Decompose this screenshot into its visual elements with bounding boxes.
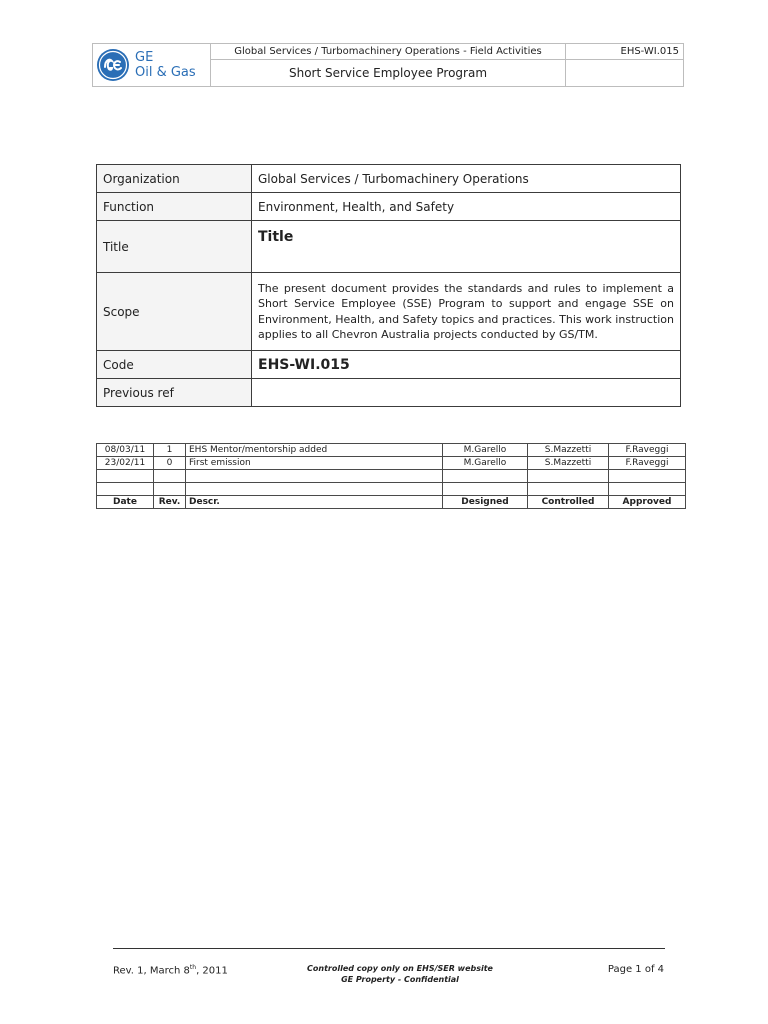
empty-cell <box>443 483 528 496</box>
empty-cell <box>186 483 443 496</box>
empty-cell <box>609 483 686 496</box>
header-approved: Approved <box>609 496 686 509</box>
rev-controlled: S.Mazzetti <box>528 444 609 457</box>
info-label: Previous ref <box>97 379 252 407</box>
revision-table <box>96 443 686 509</box>
empty-cell <box>443 470 528 483</box>
empty-cell <box>186 470 443 483</box>
logo-cell <box>93 44 211 87</box>
info-label: Scope <box>97 273 252 351</box>
rev-number: 1 <box>154 444 186 457</box>
rev-date: 08/03/11 <box>97 444 154 457</box>
table-header-row <box>97 496 686 509</box>
document-header <box>92 43 684 87</box>
rev-controlled: S.Mazzetti <box>528 457 609 470</box>
info-label: Code <box>97 351 252 379</box>
header-descr: Descr. <box>186 496 443 509</box>
info-label: Function <box>97 193 252 221</box>
empty-cell <box>97 483 154 496</box>
rev-designed: M.Garello <box>443 457 528 470</box>
footer-notes <box>290 963 510 985</box>
info-row <box>97 379 681 407</box>
empty-cell <box>154 470 186 483</box>
header-controlled: Controlled <box>528 496 609 509</box>
empty-cell <box>528 483 609 496</box>
title-value: Title <box>252 221 681 273</box>
info-value: Environment, Health, and Safety <box>252 193 681 221</box>
document-info-table <box>96 164 681 407</box>
info-row <box>97 221 681 273</box>
info-row <box>97 273 681 351</box>
footer-controlled-note: Controlled copy only on EHS/SER website <box>307 964 493 973</box>
empty-cell <box>97 470 154 483</box>
rev-number: 0 <box>154 457 186 470</box>
info-label: Organization <box>97 165 252 193</box>
rev-descr: First emission <box>186 457 443 470</box>
table-row <box>97 444 686 457</box>
empty-cell <box>528 470 609 483</box>
code-value: EHS-WI.015 <box>252 351 681 379</box>
department-label: Global Services / Turbomachinery Operations - Field Activities <box>211 44 566 60</box>
info-row <box>97 165 681 193</box>
info-value <box>252 379 681 407</box>
footer-divider <box>113 948 665 949</box>
footer-rev-suffix: , 2011 <box>196 965 228 977</box>
header-date: Date <box>97 496 154 509</box>
info-row <box>97 193 681 221</box>
header-designed: Designed <box>443 496 528 509</box>
rev-descr: EHS Mentor/mentorship added <box>186 444 443 457</box>
footer-rev-sup: th <box>189 964 197 971</box>
footer-page-number: Page 1 of 4 <box>607 964 664 975</box>
logo-line-oil-gas: Oil & Gas <box>135 65 196 80</box>
scope-value: The present document provides the standards and rules to implement a Short Service Employee (SSE) Program to support and engage SSE on Environment, Health, and Safety topics and practices. This work instruction applies to all Chevron Australia projects conducted by GS/TM. <box>252 273 681 351</box>
header-empty-cell <box>566 60 684 87</box>
rev-date: 23/02/11 <box>97 457 154 470</box>
footer-property-note: GE Property - Confidential <box>341 975 459 984</box>
rev-approved: F.Raveggi <box>609 444 686 457</box>
empty-cell <box>154 483 186 496</box>
doc-code-label: EHS-WI.015 <box>566 44 684 60</box>
empty-cell <box>609 470 686 483</box>
ge-monogram-icon <box>96 48 130 82</box>
program-title: Short Service Employee Program <box>211 60 566 87</box>
rev-approved: F.Raveggi <box>609 457 686 470</box>
info-value: Global Services / Turbomachinery Operations <box>252 165 681 193</box>
info-label: Title <box>97 221 252 273</box>
header-rev: Rev. <box>154 496 186 509</box>
footer-rev-prefix: Rev. 1, March 8 <box>113 965 190 977</box>
info-row <box>97 351 681 379</box>
table-row-empty <box>97 483 686 496</box>
table-row-empty <box>97 470 686 483</box>
footer-revision <box>113 964 228 976</box>
table-row <box>97 457 686 470</box>
rev-designed: M.Garello <box>443 444 528 457</box>
logo-line-ge: GE <box>135 50 154 65</box>
